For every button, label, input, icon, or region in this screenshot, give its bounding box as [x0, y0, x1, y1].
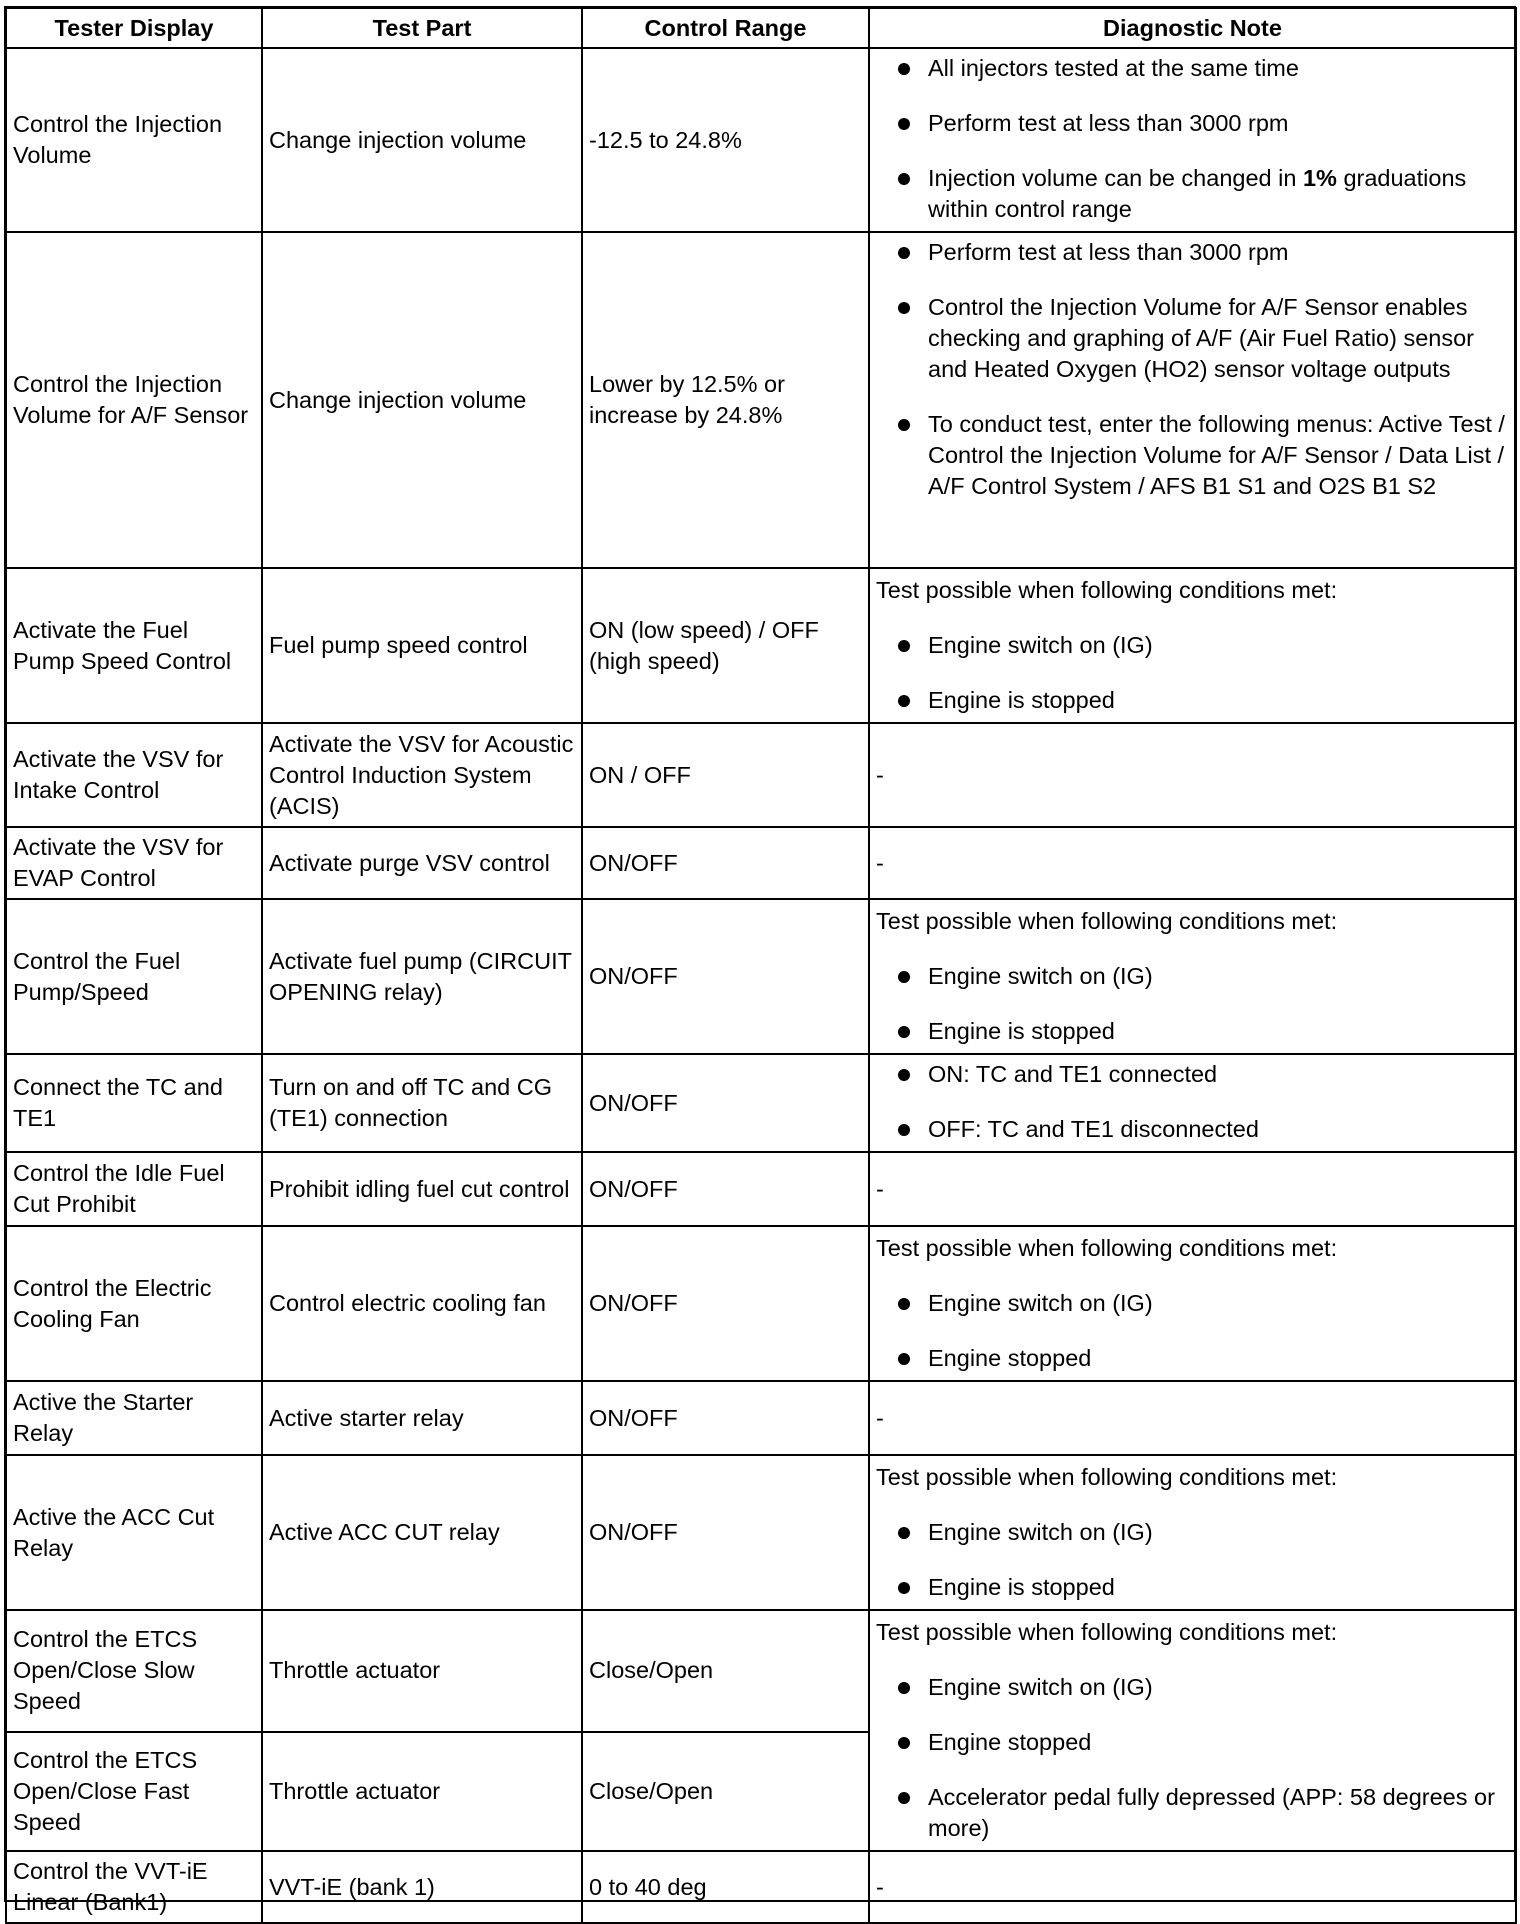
note-bullet-text: All injectors tested at the same time — [928, 55, 1299, 81]
note-bullet — [876, 237, 1509, 268]
bullet-dot-icon — [898, 1353, 910, 1365]
note-intro: Test possible when following conditions met: — [876, 908, 1338, 934]
note-bullet — [876, 1572, 1509, 1603]
test-part-cell: Change injection volume — [262, 232, 582, 568]
note-bullet-text: Engine switch on (IG) — [928, 632, 1153, 658]
diagnostic-note-cell — [869, 48, 1516, 232]
note-bullet — [876, 1672, 1509, 1703]
table-row — [6, 899, 1516, 1054]
tester-display-cell: Control the Injection Volume for A/F Sensor — [6, 232, 262, 568]
test-part-cell: Throttle actuator — [262, 1732, 582, 1852]
bullet-dot-icon — [898, 419, 910, 431]
diagnostic-note-cell: - — [869, 1851, 1516, 1923]
note-bullet — [876, 1782, 1509, 1844]
control-range-cell: Close/Open — [582, 1610, 869, 1732]
bullet-dot-icon — [898, 695, 910, 707]
note-intro: Test possible when following conditions met: — [876, 1235, 1338, 1261]
table-row — [6, 1381, 1516, 1455]
bullet-dot-icon — [898, 173, 910, 185]
test-part-cell: Change injection volume — [262, 48, 582, 232]
note-bullet-text: OFF: TC and TE1 disconnected — [928, 1116, 1259, 1142]
note-bullet-text: Accelerator pedal fully depressed (APP: 58 degrees or more) — [928, 1784, 1495, 1841]
control-range-cell: ON/OFF — [582, 1381, 869, 1455]
test-part-cell: Activate purge VSV control — [262, 827, 582, 899]
diagnostic-note-cell: - — [869, 1381, 1516, 1455]
bullet-dot-icon — [898, 1682, 910, 1694]
note-bullet-list — [876, 237, 1509, 502]
control-range-cell: ON/OFF — [582, 899, 869, 1054]
note-bullet-text: Engine is stopped — [928, 1018, 1115, 1044]
header-row — [6, 8, 1516, 48]
test-part-cell: Prohibit idling fuel cut control — [262, 1152, 582, 1226]
test-part-cell: VVT-iE (bank 1) — [262, 1851, 582, 1923]
note-bullet — [876, 1343, 1509, 1374]
table-row — [6, 1054, 1516, 1152]
bullet-dot-icon — [898, 1737, 910, 1749]
tester-display-cell: Control the Electric Cooling Fan — [6, 1226, 262, 1381]
note-bullet-text: Engine stopped — [928, 1729, 1092, 1755]
note-intro: Test possible when following conditions met: — [876, 577, 1338, 603]
test-part-cell: Active starter relay — [262, 1381, 582, 1455]
table-row — [6, 48, 1516, 232]
note-bullet-text: To conduct test, enter the following menus: Active Test / Control the Injection Volume for A/F Sensor / Data List / A/F Control System / AFS B1 S1 and O2S B1 S2 — [928, 411, 1505, 499]
bullet-dot-icon — [898, 63, 910, 75]
note-bullet-list — [876, 53, 1509, 225]
note-bullet-list — [876, 1059, 1509, 1145]
tester-display-cell: Active the ACC Cut Relay — [6, 1455, 262, 1610]
note-bullet — [876, 1114, 1509, 1145]
note-bullet — [876, 1727, 1509, 1758]
note-bullet — [876, 961, 1509, 992]
test-part-cell: Throttle actuator — [262, 1610, 582, 1732]
note-bullet — [876, 292, 1509, 385]
note-bullet — [876, 108, 1509, 139]
tester-display-cell: Control the ETCS Open/Close Fast Speed — [6, 1732, 262, 1852]
note-bullet-text: Control the Injection Volume for A/F Sensor enables checking and graphing of A/F (Air Fuel Ratio) sensor and Heated Oxygen (HO2) sensor voltage outputs — [928, 294, 1474, 382]
diagnostic-note-cell — [869, 1226, 1516, 1381]
control-range-cell: ON/OFF — [582, 827, 869, 899]
control-range-cell: Lower by 12.5% or increase by 24.8% — [582, 232, 869, 568]
header-diagnostic-note: Diagnostic Note — [869, 8, 1516, 48]
tester-display-cell: Control the ETCS Open/Close Slow Speed — [6, 1610, 262, 1732]
note-bullet-text: Injection volume can be changed in 1% graduations within control range — [928, 165, 1467, 222]
control-range-cell: Close/Open — [582, 1732, 869, 1852]
diagnostic-note-cell — [869, 232, 1516, 568]
table-row — [6, 232, 1516, 568]
bullet-dot-icon — [898, 1124, 910, 1136]
note-bullet — [876, 53, 1509, 84]
note-bullet — [876, 163, 1509, 225]
table-row — [6, 1226, 1516, 1381]
table-row — [6, 723, 1516, 827]
table-row — [6, 1152, 1516, 1226]
control-range-cell: 0 to 40 deg — [582, 1851, 869, 1923]
bullet-dot-icon — [898, 1582, 910, 1594]
note-bullet-text: Engine is stopped — [928, 1574, 1115, 1600]
note-bullet-list — [876, 1672, 1509, 1844]
test-part-cell: Control electric cooling fan — [262, 1226, 582, 1381]
note-bullet — [876, 1288, 1509, 1319]
bullet-dot-icon — [898, 971, 910, 983]
note-bullet — [876, 630, 1509, 661]
note-bullet-text: Engine stopped — [928, 1345, 1092, 1371]
note-bullet-text: Engine switch on (IG) — [928, 963, 1153, 989]
tester-display-cell: Control the Idle Fuel Cut Prohibit — [6, 1152, 262, 1226]
table-row — [6, 1455, 1516, 1610]
bullet-dot-icon — [898, 118, 910, 130]
note-bullet-list — [876, 1517, 1509, 1603]
test-part-cell: Activate fuel pump (CIRCUIT OPENING relay) — [262, 899, 582, 1054]
control-range-cell: ON (low speed) / OFF (high speed) — [582, 568, 869, 723]
bullet-dot-icon — [898, 640, 910, 652]
note-bullet — [876, 685, 1509, 716]
diagnostic-note-cell: - — [869, 1152, 1516, 1226]
note-bullet — [876, 1016, 1509, 1047]
diagnostic-note-cell: - — [869, 827, 1516, 899]
diagnostic-note-cell: - — [869, 723, 1516, 827]
tester-display-cell: Activate the Fuel Pump Speed Control — [6, 568, 262, 723]
bullet-dot-icon — [898, 302, 910, 314]
active-test-table — [5, 7, 1517, 1924]
table-row — [6, 827, 1516, 899]
note-bullet-list — [876, 630, 1509, 716]
diagnostic-note-cell — [869, 1610, 1516, 1851]
tester-display-cell: Control the VVT-iE Linear (Bank1) — [6, 1851, 262, 1923]
tester-display-cell: Control the Injection Volume — [6, 48, 262, 232]
note-bullet — [876, 1517, 1509, 1548]
bullet-dot-icon — [898, 247, 910, 259]
note-bullet-text: Perform test at less than 3000 rpm — [928, 110, 1289, 136]
tester-display-cell: Activate the VSV for Intake Control — [6, 723, 262, 827]
test-part-cell: Fuel pump speed control — [262, 568, 582, 723]
tester-display-cell: Control the Fuel Pump/Speed — [6, 899, 262, 1054]
control-range-cell: -12.5 to 24.8% — [582, 48, 869, 232]
diagnostic-note-cell — [869, 1455, 1516, 1610]
control-range-cell: ON / OFF — [582, 723, 869, 827]
note-bullet-list — [876, 1288, 1509, 1374]
diagnostic-note-cell — [869, 899, 1516, 1054]
note-bullet — [876, 1059, 1509, 1090]
test-part-cell: Activate the VSV for Acoustic Control Induction System (ACIS) — [262, 723, 582, 827]
bullet-dot-icon — [898, 1026, 910, 1038]
note-intro: Test possible when following conditions met: — [876, 1464, 1338, 1490]
note-bullet-text: Engine switch on (IG) — [928, 1290, 1153, 1316]
note-intro: Test possible when following conditions met: — [876, 1619, 1338, 1645]
bullet-dot-icon — [898, 1298, 910, 1310]
header-tester-display: Tester Display — [6, 8, 262, 48]
note-bullet-text: Engine is stopped — [928, 687, 1115, 713]
note-bullet-text: Engine switch on (IG) — [928, 1674, 1153, 1700]
tester-display-cell: Active the Starter Relay — [6, 1381, 262, 1455]
table-row — [6, 568, 1516, 723]
note-bullet-text: Engine switch on (IG) — [928, 1519, 1153, 1545]
header-control-range: Control Range — [582, 8, 869, 48]
bullet-dot-icon — [898, 1069, 910, 1081]
table-row — [6, 1610, 1516, 1732]
control-range-cell: ON/OFF — [582, 1226, 869, 1381]
test-part-cell: Turn on and off TC and CG (TE1) connection — [262, 1054, 582, 1152]
diagnostic-note-cell — [869, 568, 1516, 723]
tester-display-cell: Connect the TC and TE1 — [6, 1054, 262, 1152]
note-bullet-text: Perform test at less than 3000 rpm — [928, 239, 1289, 265]
note-bullet-list — [876, 961, 1509, 1047]
test-part-cell: Active ACC CUT relay — [262, 1455, 582, 1610]
diagnostic-note-cell — [869, 1054, 1516, 1152]
note-bullet — [876, 409, 1509, 502]
note-bullet-text: ON: TC and TE1 connected — [928, 1061, 1218, 1087]
emphasis-text: 1% — [1302, 165, 1337, 191]
bullet-dot-icon — [898, 1527, 910, 1539]
control-range-cell: ON/OFF — [582, 1152, 869, 1226]
control-range-cell: ON/OFF — [582, 1054, 869, 1152]
tester-display-cell: Activate the VSV for EVAP Control — [6, 827, 262, 899]
control-range-cell: ON/OFF — [582, 1455, 869, 1610]
header-test-part: Test Part — [262, 8, 582, 48]
table-row — [6, 1851, 1516, 1923]
bullet-dot-icon — [898, 1792, 910, 1804]
